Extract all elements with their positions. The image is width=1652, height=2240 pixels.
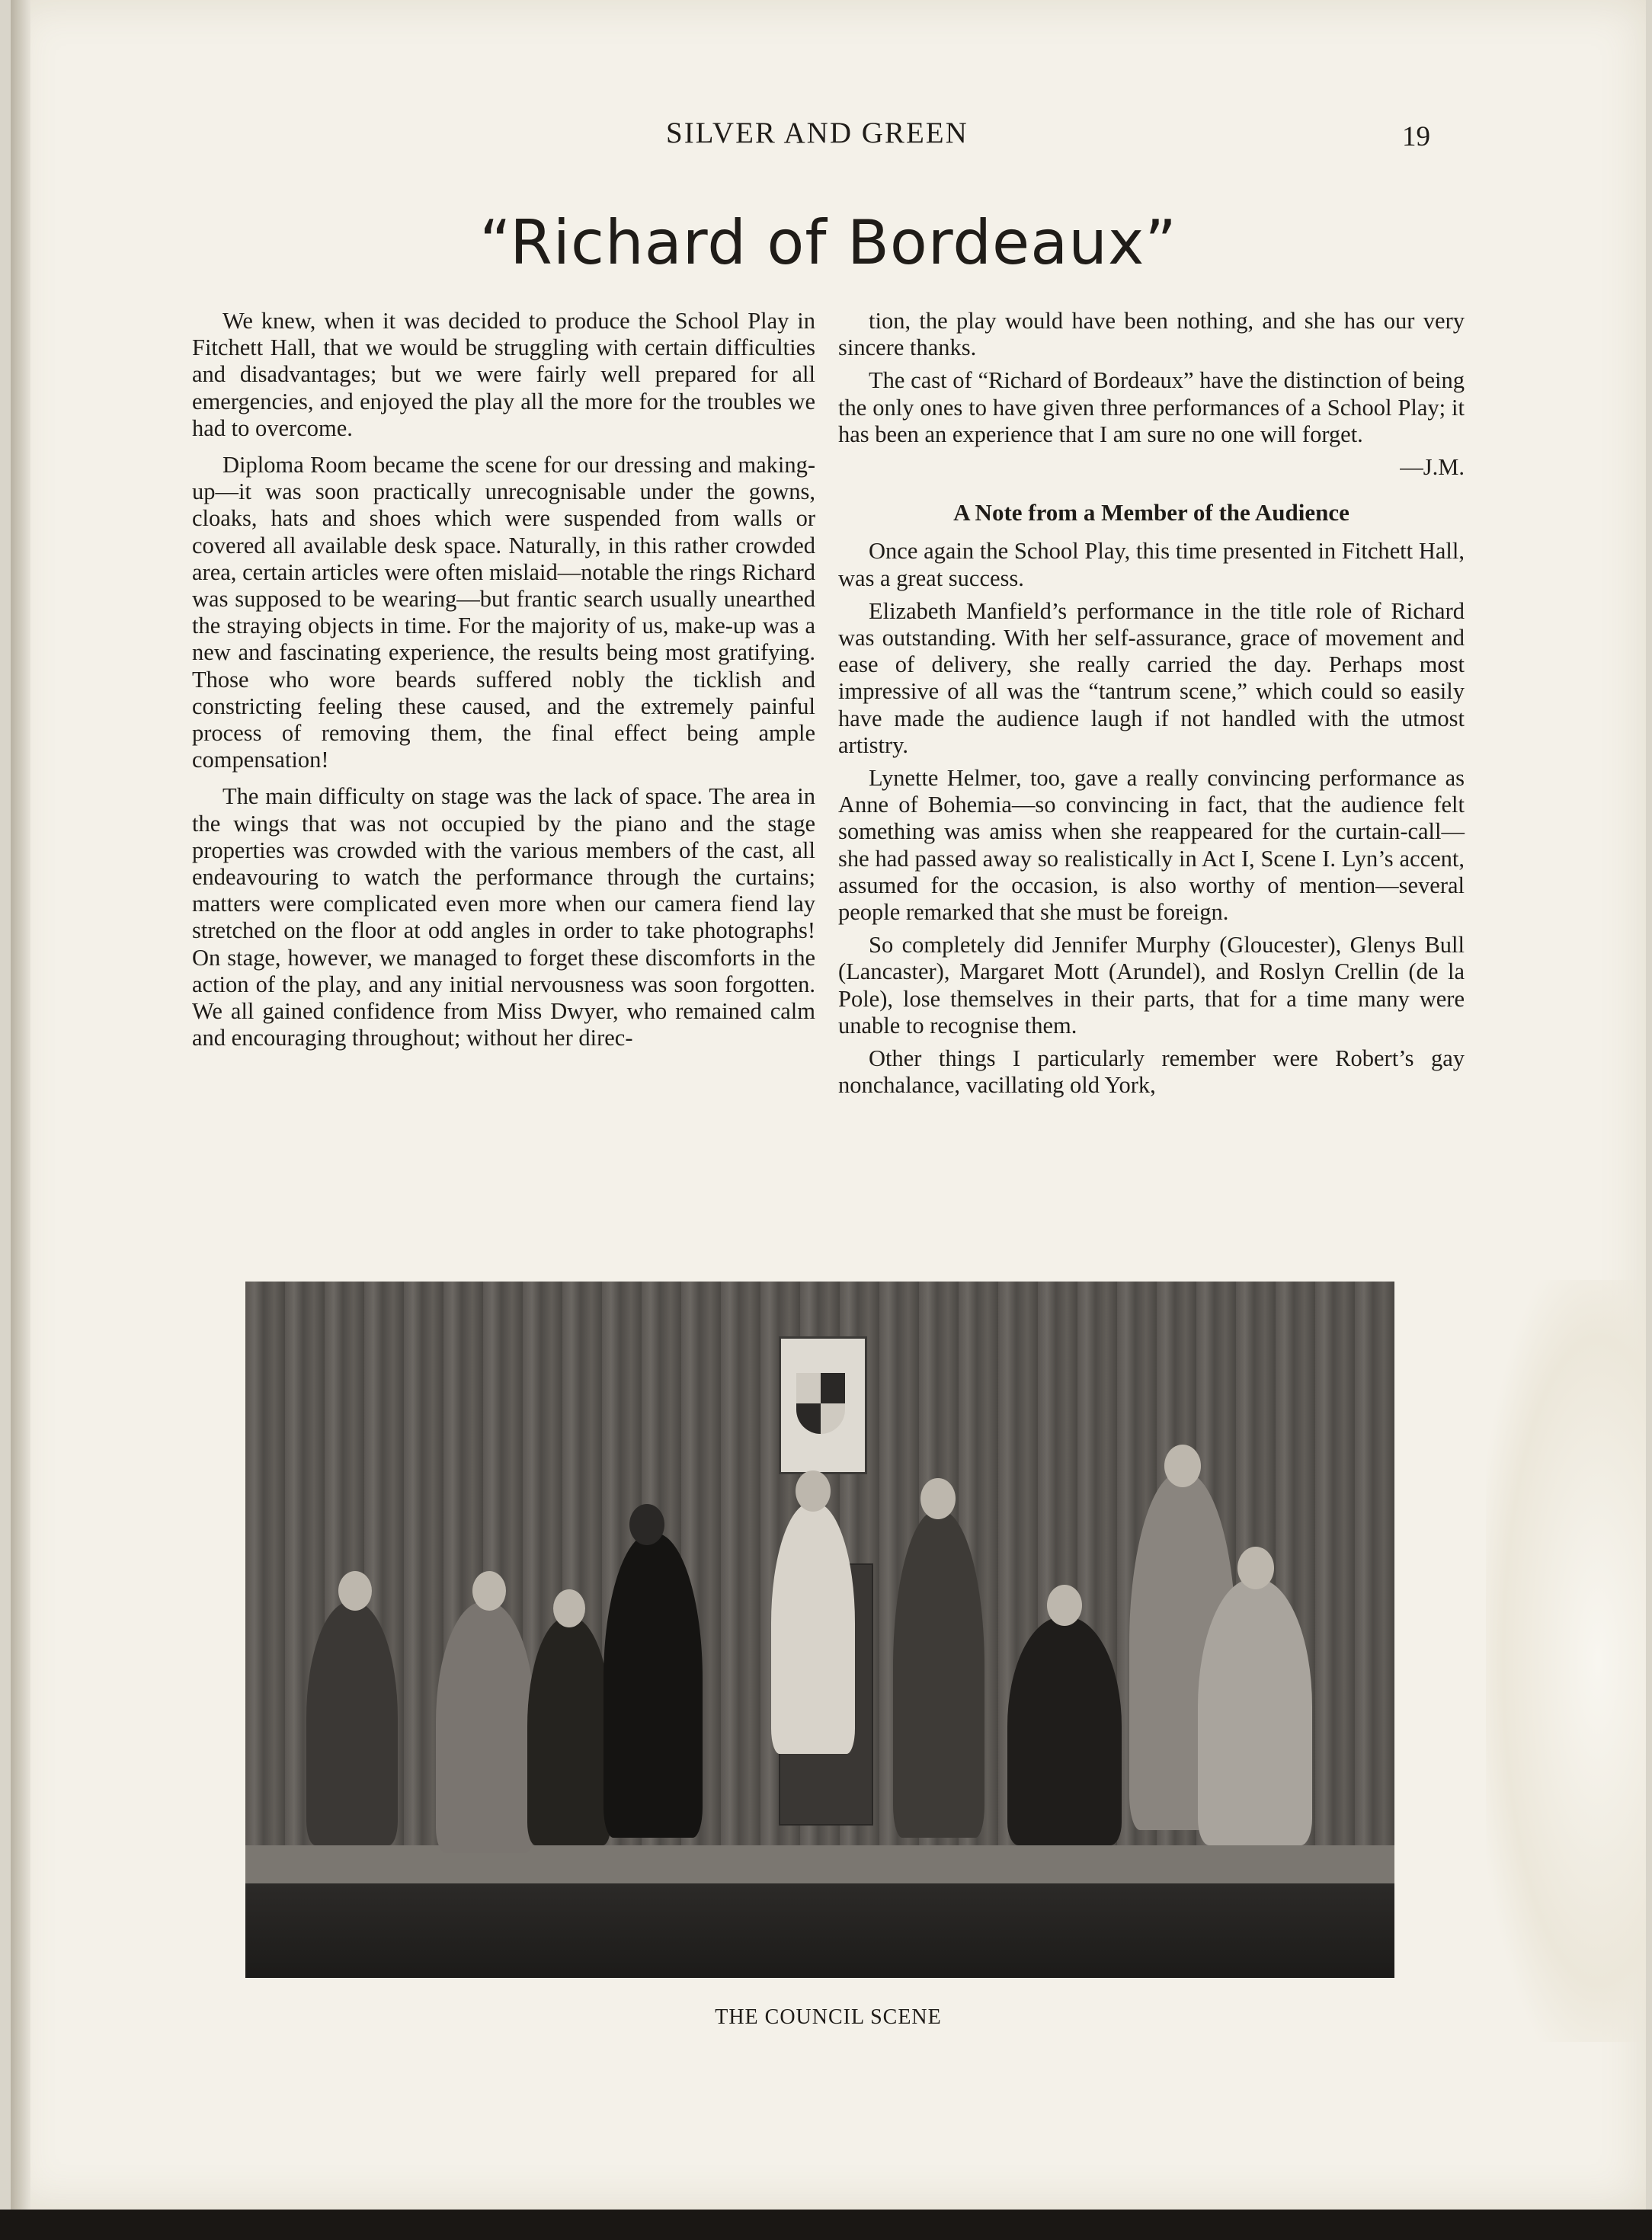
paragraph: Lynette Helmer, too, gave a really convincing performance as Anne of Bohemia—so convincing in fact, that the audience felt something was amiss when she reappeared for the curtain-call—she had passed away so realistically in Act I, Scene I. Lyn’s accent, assumed for the occasion, is also worthy of mention—several people remarked that she must be foreign. <box>838 765 1465 926</box>
paragraph: The cast of “Richard of Bordeaux” have the distinction of being the only ones to have given three performances of a School Play; it has been an experience that I am sure no one will forget. <box>838 367 1465 448</box>
note-heading: A Note from a Member of the Audience <box>838 499 1465 526</box>
paragraph: tion, the play would have been nothing, and she has our very sincere thanks. <box>838 308 1465 361</box>
council-scene-photo <box>245 1282 1394 1978</box>
paragraph: Diploma Room became the scene for our dressing and making-up—it was soon practically unrecognisable under the gowns, cloaks, hats and shoes which were suspended from walls or covered all available desk space. Naturally, in this rather crowded area, certain articles were often mislaid—notable the rings Richard was supposed to be wearing—but frantic search usually unearthed the straying objects in time. For the majority of us, make-up was a new and fascinating experience, the results being most gratifying. Those who wore beards suffered nobly the ticklish and constricting feeling these caused, and the extremely painful process of removing them, the final effect being ample compensation! <box>192 452 815 773</box>
paragraph: We knew, when it was decided to produce the School Play in Fitchett Hall, that we would be struggling with certain difficulties and disadvantages; but we were fairly well prepared for all emergencies, and enjoyed the play all the more for the troubles we had to overcome. <box>192 308 815 442</box>
heraldic-banner <box>779 1336 867 1474</box>
paragraph: So completely did Jennifer Murphy (Gloucester), Glenys Bull (Lancaster), Margaret Mott (Arundel), and Roslyn Crellin (de la Pole), lose themselves in their parts, that for a time many were unable to recognise them. <box>838 932 1465 1039</box>
paragraph: Once again the School Play, this time presented in Fitchett Hall, was a great success. <box>838 538 1465 591</box>
running-head: SILVER AND GREEN <box>666 116 968 150</box>
left-column <box>192 308 815 1061</box>
paragraph: Elizabeth Manfield’s performance in the title role of Richard was outstanding. With her self-assurance, grace of movement and ease of delivery, she really carried the day. Perhaps most impressive of all was the “tantrum scene,” which could so easily have made the audience laugh if not handled with the utmost artistry. <box>838 598 1465 759</box>
coat-of-arms-icon <box>796 1373 845 1434</box>
page <box>11 0 1646 2210</box>
stage-front <box>245 1883 1394 1978</box>
photo-caption: THE COUNCIL SCENE <box>11 2005 1646 2030</box>
paragraph: The main difficulty on stage was the lack of space. The area in the wings that was not occupied by the piano and the stage properties was crowded with the various members of the cast, all endeavouring to watch the performance through the curtains; matters were complicated even more when our camera fiend lay stretched on the floor at odd angles in order to take photographs! On stage, however, we managed to forget these discomforts in the action of the play, and any initial nervousness was soon forgotten. We all gained confidence from Miss Dwyer, who remained calm and encouraging throughout; without her direc- <box>192 783 815 1051</box>
page-binding-edge <box>11 0 30 2210</box>
water-stain <box>1486 1280 1646 2042</box>
stage-floor <box>245 1845 1394 1883</box>
article-title: “Richard of Bordeaux” <box>11 207 1646 278</box>
page-number: 19 <box>1402 120 1430 153</box>
paragraph: Other things I particularly remember were Robert’s gay nonchalance, vacillating old York, <box>838 1045 1465 1099</box>
scan-bottom-edge <box>0 2210 1652 2240</box>
right-column <box>838 308 1465 1105</box>
author-signoff: —J.M. <box>838 454 1465 481</box>
